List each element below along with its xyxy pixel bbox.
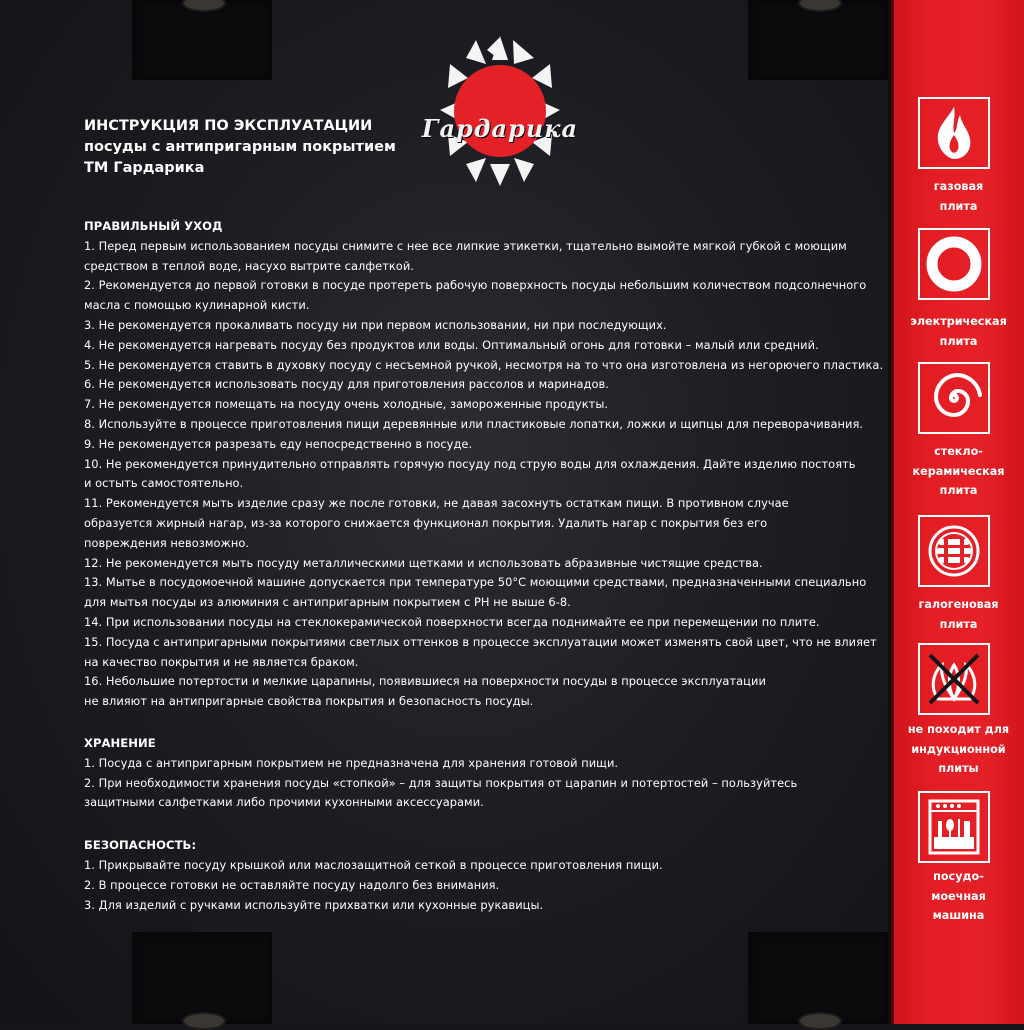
rivet xyxy=(798,0,842,12)
text-line: 15. Посуда с антипригарными покрытиями светлых оттенков в процессе эксплуатации может изменять свой цвет, что не влияет xyxy=(84,634,877,649)
stove-label-dishwasher xyxy=(893,867,1024,926)
rivet xyxy=(798,1012,842,1030)
text-line: не влияют на антипригарные свойства покрытия и безопасность посуды. xyxy=(84,694,534,709)
spacer xyxy=(84,712,844,732)
section-heading-care: ПРАВИЛЬНЫЙ УХОД xyxy=(84,219,223,233)
label-line: плита xyxy=(939,199,978,213)
top-left-pad xyxy=(132,0,272,80)
rivet xyxy=(182,0,226,12)
label-line: стекло- xyxy=(934,445,983,458)
text-line: средством в теплой воде, насухо вытрите салфеткой. xyxy=(84,258,414,273)
bottom-right-pad xyxy=(748,932,888,1024)
text-line: 6. Не рекомендуется использовать посуду для приготовления рассолов и маринадов. xyxy=(84,377,609,392)
text-line: 1. Прикрывайте посуду крышкой или маслозащитной сеткой в процессе приготовления пищи. xyxy=(84,857,663,872)
label-line: индукционной xyxy=(911,742,1006,756)
storage-list xyxy=(84,754,844,813)
label-line: галогеновая xyxy=(918,598,999,611)
text-line: 13. Мытье в посудомоечной машине допускается при температуре 50°С моющими средствами, предназначенными специально xyxy=(84,575,867,590)
title-line: ИНСТРУКЦИЯ ПО ЭКСПЛУАТАЦИИ xyxy=(84,118,373,134)
text-line: 2. В процессе готовки не оставляйте посуду надолго без внимания. xyxy=(84,877,500,892)
rivet xyxy=(182,1012,226,1030)
stove-label-induction xyxy=(893,720,1024,779)
label-line: керамическая xyxy=(912,464,1005,478)
title-line: ТМ Гардарика xyxy=(84,160,205,176)
gas-flame-icon xyxy=(918,97,990,169)
halogen-icon xyxy=(918,515,990,587)
dishwasher-icon xyxy=(918,791,990,863)
text-line: образуется жирный нагар, из-за которого снижается функционал покрытия. Удалить нагар с покрытия без его xyxy=(84,515,768,530)
spacer xyxy=(84,813,844,836)
text-line: 16. Небольшие потертости и мелкие царапины, появившиеся на поверхности посуды в процессе эксплуатации xyxy=(84,674,766,689)
top-right-pad xyxy=(748,0,888,80)
text-line: 11. Рекомендуется мыть изделие сразу же после готовки, не давая засохнуть остаткам пищи. В противном случае xyxy=(84,496,789,511)
section-heading-safety: БЕЗОПАСНОСТЬ: xyxy=(84,838,197,853)
text-line: масла с помощью кулинарной кисти. xyxy=(84,298,310,313)
text-line: 3. Не рекомендуется прокаливать посуду ни при первом использовании, ни при последующих. xyxy=(84,317,667,332)
text-line: 1. Посуда с антипригарным покрытием не предназначена для хранения готовой пищи. xyxy=(84,755,619,770)
label-line: плита xyxy=(939,484,978,497)
text-line: 2. При необходимости хранения посуды «стопкой» – для защиты покрытия от царапин и потертостей – пользуйтесь xyxy=(84,775,798,790)
bottom-left-pad xyxy=(132,932,272,1024)
text-line: 10. Не рекомендуется принудительно отправлять горячую посуду под струю воды для охлаждения. Дайте изделию постоять xyxy=(84,456,856,471)
page-title xyxy=(84,116,404,179)
electric-ring-icon xyxy=(918,228,990,300)
text-line: 2. Рекомендуется до первой готовки в посуде протереть рабочую поверхность посуды небольшим количеством подсолнечного xyxy=(84,278,867,293)
text-line: 4. Не рекомендуется нагревать посуду без продуктов или воды. Оптимальный огонь для готовки – малый или средний. xyxy=(84,337,819,352)
text-line: 3. Для изделий с ручками используйте прихватки или кухонные рукавицы. xyxy=(84,897,544,912)
brand-logo xyxy=(410,36,590,186)
text-line: повреждения невозможно. xyxy=(84,535,250,550)
label-line: посудо- xyxy=(933,870,984,883)
label-line: электрическая xyxy=(910,315,1007,328)
text-line: 8. Используйте в процессе приготовления пищи деревянные или пластиковые лопатки, ложки и щипцы для переворачивания. xyxy=(84,416,864,431)
induction-crossed-icon xyxy=(918,643,990,715)
text-line: 12. Не рекомендуется мыть посуду металлическими щетками и использовать абразивные чистящие средства. xyxy=(84,555,763,570)
text-line: 14. При использовании посуды на стеклокерамической поверхности всегда поднимайте ее при перемещении по плите. xyxy=(84,614,820,629)
stove-label-glass-ceramic xyxy=(893,442,1024,501)
title-line: посуды с антипригарным покрытием xyxy=(84,139,396,155)
stove-label-gas xyxy=(893,177,1024,216)
text-line: на качество покрытия и не является браком. xyxy=(84,654,359,669)
label-line: не походит для xyxy=(907,723,1010,736)
stove-label-electric xyxy=(893,312,1024,351)
label-line: моечная xyxy=(931,889,986,903)
text-line: 7. Не рекомендуется помещать на посуду очень холодные, замороженные продукты. xyxy=(84,397,609,412)
glass-ceramic-spiral-icon xyxy=(918,362,990,434)
stove-label-halogen xyxy=(893,595,1024,634)
label-line: газовая xyxy=(933,180,984,193)
care-list xyxy=(84,237,884,712)
text-line: 5. Не рекомендуется ставить в духовку посуду с несъемной ручкой, несмотря на то что она изготовлена из негорючего пластика. xyxy=(84,357,884,372)
instructions xyxy=(84,217,884,915)
label-line: плита xyxy=(939,334,978,348)
label-line: плита xyxy=(939,617,978,631)
text-line: для мытья посуды из алюминия с антипригарным покрытием с РН не выше 6-8. xyxy=(84,595,571,610)
label-line: плиты xyxy=(938,762,979,775)
text-line: и остыть самостоятельно. xyxy=(84,476,244,491)
text-line: 1. Перед первым использованием посуды снимите с нее все липкие этикетки, тщательно вымойте мягкой губкой с моющим xyxy=(84,238,847,253)
brand-name: Гардарика xyxy=(421,114,579,143)
section-heading-storage: ХРАНЕНИЕ xyxy=(84,735,156,750)
safety-list xyxy=(84,856,844,915)
text-line: 9. Не рекомендуется разрезать еду непосредственно в посуде. xyxy=(84,436,473,451)
sun-logo-icon xyxy=(410,36,590,186)
label-line: машина xyxy=(932,909,985,922)
text-line: защитными салфетками либо прочими кухонными аксессуарами. xyxy=(84,795,484,810)
